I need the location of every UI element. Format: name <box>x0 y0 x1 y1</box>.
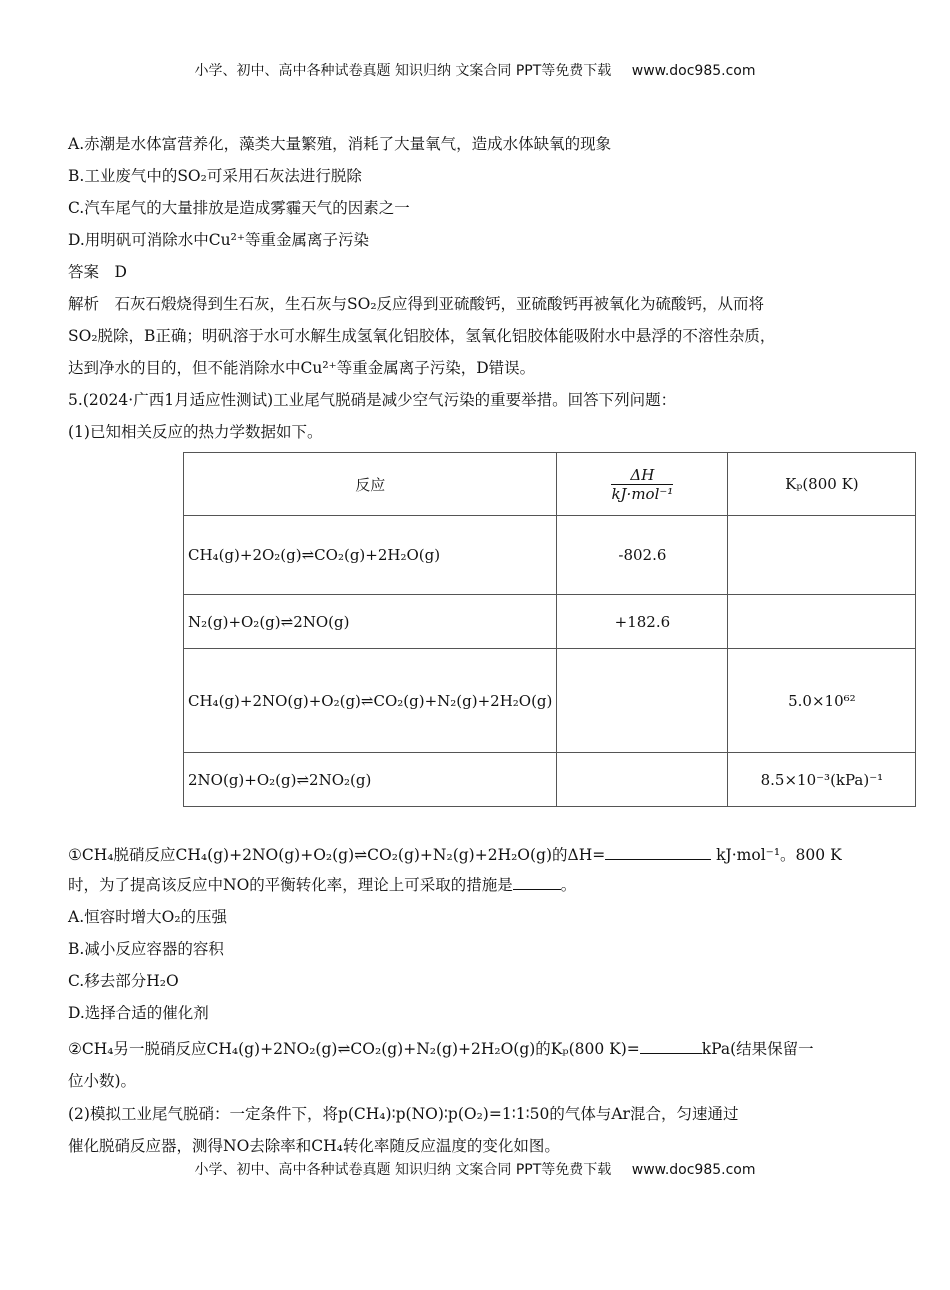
thermo-table <box>183 452 916 807</box>
part1-intro: (1)已知相关反应的热力学数据如下。 <box>68 423 323 441</box>
dh-denominator: kJ·mol⁻¹ <box>611 484 674 503</box>
page-footer <box>0 1159 950 1179</box>
part2-line-2: 催化脱硝反应器，测得NO去除率和CH₄转化率随反应温度的变化如图。 <box>68 1137 560 1155</box>
question-title: 5.(2024·广西1月适应性测试)工业尾气脱硝是减少空气污染的重要举措。回答下列问题： <box>68 391 677 409</box>
dh-cell <box>557 649 728 753</box>
q1-end: 。 <box>560 876 577 894</box>
part2-line-1: (2)模拟工业尾气脱硝：一定条件下，将p(CH₄)∶p(NO)∶p(O₂)=1∶1∶50的气体与Ar混合，匀速通过 <box>68 1105 739 1123</box>
dh-cell <box>557 753 728 807</box>
header-kp: Kₚ(800 K) <box>728 453 916 516</box>
reaction-cell: CH₄(g)+2O₂(g)⇌CO₂(g)+2H₂O(g) <box>184 516 557 595</box>
analysis-line-1: 解析 石灰石煅烧得到生石灰，生石灰与SO₂反应得到亚硫酸钙，亚硫酸钙再被氧化为硫酸钙，从而将 <box>68 295 765 313</box>
q1-line-2 <box>68 875 878 895</box>
reaction-cell: N₂(g)+O₂(g)⇌2NO(g) <box>184 595 557 649</box>
footer-url: www.doc985.com <box>631 1162 756 1178</box>
footer-text: 小学、初中、高中各种试卷真题 知识归纳 文案合同 PPT等免费下载 <box>194 1162 612 1178</box>
q2-line-2: 位小数)。 <box>68 1072 137 1090</box>
q1-line-1 <box>68 845 878 865</box>
kp-cell: 8.5×10⁻³(kPa)⁻¹ <box>728 753 916 807</box>
q2-line-1 <box>68 1039 878 1059</box>
table-row <box>184 649 916 753</box>
table-row <box>184 595 916 649</box>
q1-option-a: A.恒容时增大O₂的压强 <box>68 908 228 926</box>
q1-text-2: 时，为了提高该反应中NO的平衡转化率，理论上可采取的措施是 <box>68 876 513 894</box>
table-row <box>184 753 916 807</box>
q1-text: ①CH₄脱硝反应CH₄(g)+2NO(g)+O₂(g)⇌CO₂(g)+N₂(g)+2H₂O(g)的ΔH= <box>68 846 606 864</box>
dh-cell: -802.6 <box>557 516 728 595</box>
option-a: A.赤潮是水体富营养化，藻类大量繁殖，消耗了大量氧气，造成水体缺氧的现象 <box>68 135 612 153</box>
option-d: D.用明矾可消除水中Cu²⁺等重金属离子污染 <box>68 231 370 249</box>
answer-blank-dh[interactable] <box>605 845 711 860</box>
analysis-line-3: 达到净水的目的，但不能消除水中Cu²⁺等重金属离子污染，D错误。 <box>68 359 536 377</box>
q2-text: ②CH₄另一脱硝反应CH₄(g)+2NO₂(g)⇌CO₂(g)+N₂(g)+2H₂O(g)的Kₚ(800 K)= <box>68 1040 640 1058</box>
table-row <box>184 516 916 595</box>
option-b: B.工业废气中的SO₂可采用石灰法进行脱除 <box>68 167 362 185</box>
q1-option-d: D.选择合适的催化剂 <box>68 1004 209 1022</box>
q2-unit: kPa(结果保留一 <box>701 1040 814 1058</box>
header-reaction: 反应 <box>184 453 557 516</box>
reaction-cell: CH₄(g)+2NO(g)+O₂(g)⇌CO₂(g)+N₂(g)+2H₂O(g) <box>184 649 557 753</box>
table-header-row <box>184 453 916 516</box>
q1-option-c: C.移去部分H₂O <box>68 972 179 990</box>
dh-numerator: ΔH <box>611 466 673 485</box>
header-url: www.doc985.com <box>631 63 756 79</box>
dh-cell: +182.6 <box>557 595 728 649</box>
analysis-line-2: SO₂脱除，B正确；明矾溶于水可水解生成氢氧化铝胶体，氢氧化铝胶体能吸附水中悬浮的不溶性杂质， <box>68 327 776 345</box>
answer-blank-kp[interactable] <box>640 1039 702 1054</box>
reaction-cell: 2NO(g)+O₂(g)⇌2NO₂(g) <box>184 753 557 807</box>
kp-cell <box>728 595 916 649</box>
answer: 答案 D <box>68 263 127 281</box>
kp-cell: 5.0×10⁶² <box>728 649 916 753</box>
answer-blank-measure[interactable] <box>513 875 561 890</box>
kp-cell <box>728 516 916 595</box>
option-c: C.汽车尾气的大量排放是造成雾霾天气的因素之一 <box>68 199 410 217</box>
q1-unit: kJ·mol⁻¹。800 K <box>711 846 842 864</box>
header-text: 小学、初中、高中各种试卷真题 知识归纳 文案合同 PPT等免费下载 <box>194 63 612 79</box>
header-dh <box>557 453 728 516</box>
q1-option-b: B.减小反应容器的容积 <box>68 940 224 958</box>
page-header <box>0 60 950 80</box>
